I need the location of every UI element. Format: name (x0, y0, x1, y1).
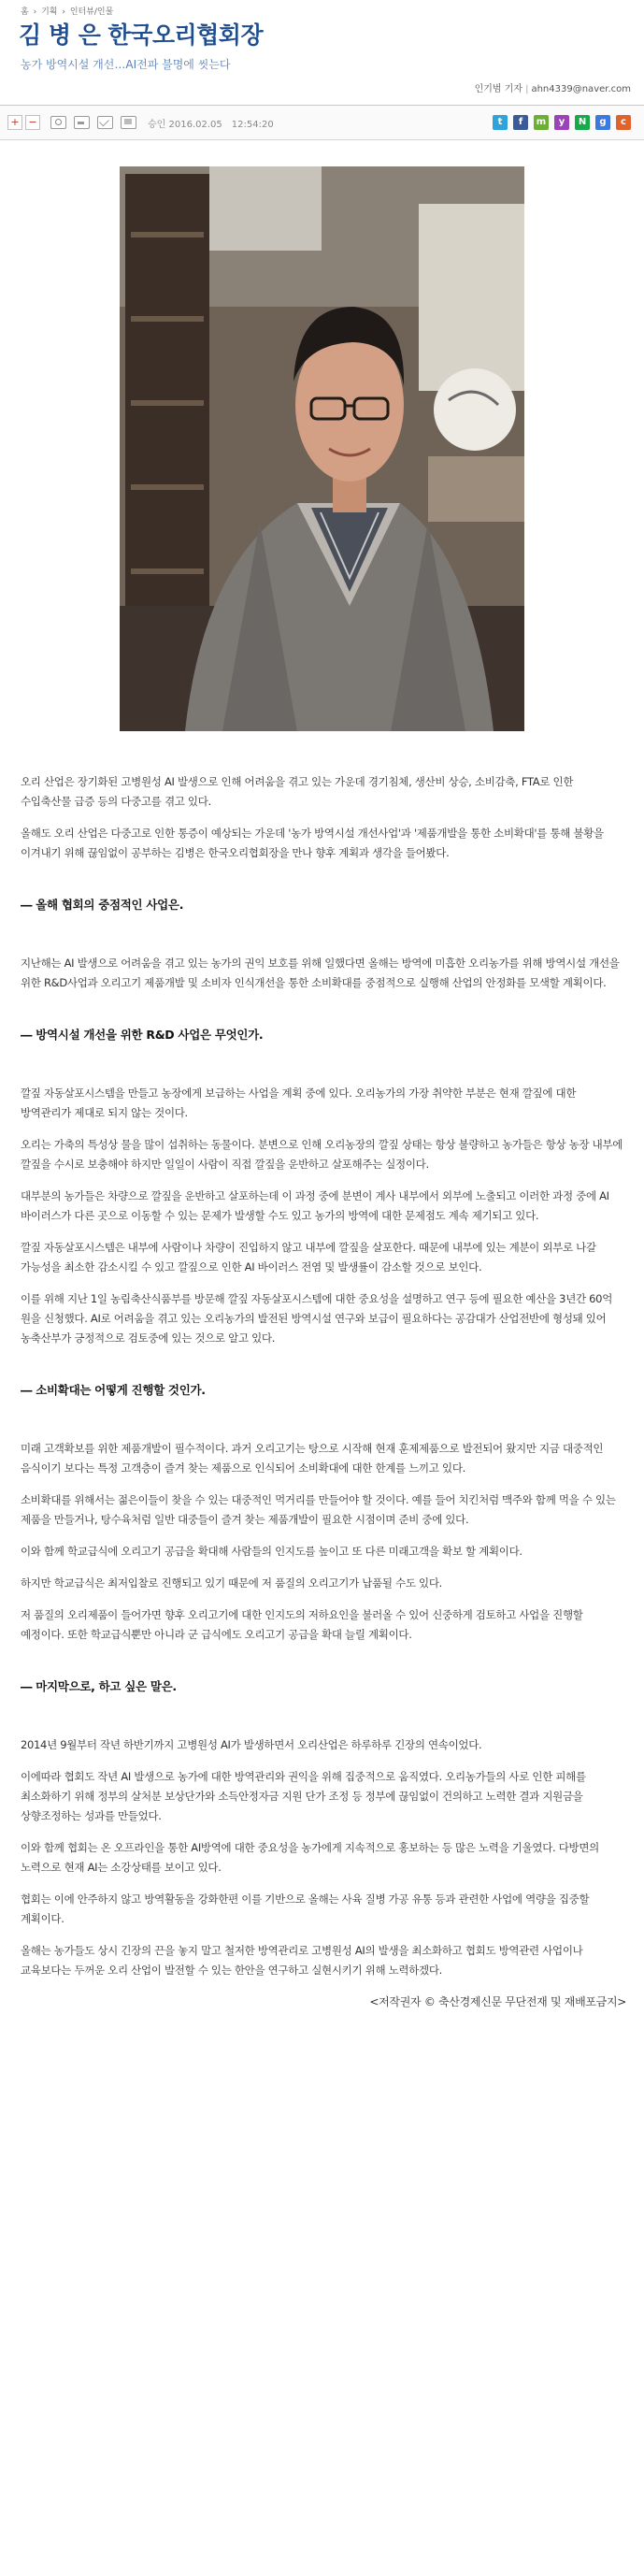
section-heading: ― 마지막으로, 하고 싶은 말은. (21, 1679, 177, 1693)
article-paragraph: 대부분의 농가들은 차량으로 깔짚을 운반하고 살포하는데 이 과정 중에 분변이 계사 내부에서 외부에 노출되고 이러한 과정 중에 AI 바이러스가 다른 곳으로 이동할 수 있는 문제가 발생할 수도 있고 농가의 방역에 대한 문제점도 계속 제기되고 있다. (21, 1189, 609, 1222)
article-paragraph: 지난해는 AI 발생으로 어려움을 겪고 있는 농가의 권익 보호를 위해 일했다면 올해는 방역에 미흡한 오리농가를 위해 방역시설 개선을 위한 R&D사업과 오리고기 제품개발 및 소비자 인식개선을 통한 소비확대를 중점적으로 실행해 산업의 안정화를 모색할 계획이다. (21, 957, 620, 989)
article-paragraph: 저 품질의 오리제품이 들어가면 향후 오리고기에 대한 인지도의 저하요인을 불러올 수 있어 신중하게 검토하고 사업을 진행할 예정이다. 또한 학교급식뿐만 아니라 군 급식에도 오리고기 공급을 확대 늘릴 계획이다. (21, 1608, 583, 1641)
approval-date-label: 승인 2016.02.05 (148, 119, 222, 130)
breadcrumb-section[interactable]: 기획 (41, 7, 58, 17)
breadcrumb (21, 5, 115, 17)
social-share (487, 115, 631, 130)
article-paragraph: 소비확대를 위해서는 젊은이들이 찾을 수 있는 대중적인 먹거리를 만들어야 할 것이다. 예를 들어 치킨처럼 맥주와 함께 먹을 수 있는 제품을 만들거나, 탕수육처럼 일반 대중들이 즐겨 찾는 제품개발이 필요한 시점이며 준비 중에 있다. (21, 1493, 616, 1526)
google-icon[interactable]: g (595, 115, 610, 130)
article-paragraph: 이에따라 협회도 작년 AI 발생으로 농가에 대한 방역관리와 권익을 위해 집중적으로 움직였다. 오리농가들의 사로 인한 피해를 최소화하기 위해 정부의 살처분 보상단가와 소득안정자금 지원 단가 조정 등 정부에 끊임없이 건의하고 노력한 결과 지원금을 상향조정하는 성과를 만들었다. (21, 1770, 586, 1822)
byline (475, 80, 631, 94)
section-heading: ― 방역시설 개선을 위한 R&D 사업은 무엇인가. (21, 1028, 264, 1042)
article-paragraph: 이와 함께 학교급식에 오리고기 공급을 확대해 사람들의 인지도를 높이고 또 다른 미래고객을 확보 할 계획이다. (21, 1545, 522, 1558)
article-paragraph: 이와 함께 협회는 온 오프라인을 통한 AI방역에 대한 중요성을 농가에게 지속적으로 홍보하는 등 많은 노력을 기울였다. 다방면의 노력으로 현재 AI는 소강상태를 보이고 있다. (21, 1841, 599, 1874)
toolbar-left (7, 115, 274, 130)
mail-icon[interactable] (97, 116, 113, 129)
article-paragraph: 깔짚 자동살포시스템은 내부에 사람이나 차량이 진입하지 않고 내부에 깔짚을 살포한다. 때문에 내부에 있는 계분이 외부로 나갈 가능성을 최소한 감소시킬 수 있고 깔짚으로 인한 AI 바이러스 전염 및 발생률이 감소할 것으로 보인다. (21, 1241, 596, 1274)
article-paragraph: 2014년 9월부터 작년 하반기까지 고병원성 AI가 발생하면서 오리산업은 하루하루 긴장의 연속이었다. (21, 1738, 482, 1751)
naver-icon[interactable]: N (575, 115, 590, 130)
copyright-notice: <저작권자 © 축산경제신문 무단전재 및 재배포금지> (369, 1995, 626, 2008)
section-heading: ― 올해 협회의 중점적인 사업은. (21, 898, 184, 912)
article-paragraph: 하지만 학교급식은 최저입찰로 진행되고 있기 때문에 저 품질의 오리고기가 납품될 수도 있다. (21, 1576, 443, 1590)
article-paragraph: 올해는 농가들도 상시 긴장의 끈을 놓지 말고 철저한 방역관리로 고병원성 AI의 발생을 최소화하고 협회도 방역관련 사업이나 교육보다는 두꺼운 오리 산업이 발전할 수 있는 한안을 연구하고 실현시키기 위해 노력하겠다. (21, 1944, 583, 1977)
camera-icon[interactable] (50, 116, 66, 129)
article-paragraph: 깔짚 자동살포시스템을 만들고 농장에게 보급하는 사업을 계획 중에 있다. 오리농가의 가장 취약한 부분은 현재 깔짚에 대한 방역관리가 제대로 되지 않는 것이다. (21, 1087, 577, 1119)
section-heading: ― 소비확대는 어떻게 진행할 것인가. (21, 1383, 206, 1397)
font-increase-button[interactable]: + (7, 115, 22, 130)
breadcrumb-home[interactable]: 홈 (21, 7, 29, 17)
article-header (0, 0, 644, 112)
print-icon[interactable] (74, 116, 90, 129)
breadcrumb-separator: › (62, 7, 65, 17)
article-paragraph: 협회는 이에 안주하지 않고 방역활동을 강화한편 이를 기반으로 올해는 사육 질병 가공 유통 등과 관련한 사업에 역량을 집중할 계획이다. (21, 1892, 590, 1925)
byline-divider: | (525, 84, 529, 94)
article-paragraph: 미래 고객확보를 위한 제품개발이 필수적이다. 과거 오리고기는 탕으로 시작해 현재 훈제제품으로 발전되어 왔지만 지금 대중적인 음식이기 보다는 특정 고객층이 즐겨 찾는 제품으로 인식되어 소비확대에 대한 한계를 느끼고 있다. (21, 1442, 604, 1475)
portrait-photo (120, 166, 524, 731)
twitter-icon[interactable]: t (493, 115, 508, 130)
reporter-email[interactable]: ahn4339@naver.com (531, 84, 631, 94)
article-paragraph: 이를 위해 지난 1일 농림축산식품부를 방문해 깔짚 자동살포시스템에 대한 중요성을 설명하고 연구 등에 필요한 예산을 3년간 60억 원을 신청했다. AI로 어려움을 겪고 있는 오리농가의 발전된 방역시설 연구와 보급이 필요하다는 공감대가 산업전반에 형성돼 있어 농축산부가 긍정적으로 검토중에 있는 것으로 알고 있다. (21, 1292, 613, 1345)
article-paragraph: 오리는 가축의 특성상 물을 많이 섭취하는 동물이다. 분변으로 인해 오리농장의 깔짚 상태는 항상 불량하고 농가들은 항상 농장 내부에 깔짚을 수시로 보충해야 하지만 일일이 사람이 직접 깔짚을 운반하고 살포해주는 실정이다. (21, 1138, 623, 1171)
font-decrease-button[interactable]: − (25, 115, 40, 130)
breadcrumb-separator: › (33, 7, 37, 17)
article-body (21, 772, 626, 2012)
yozm-icon[interactable]: y (554, 115, 569, 130)
facebook-icon[interactable]: f (513, 115, 528, 130)
article-subtitle: 농가 방역시설 개선…AI전파 불명에 씻는다 (21, 58, 231, 71)
save-icon[interactable] (121, 116, 136, 129)
approval-time: 12:54:20 (231, 119, 274, 130)
breadcrumb-category[interactable]: 인터뷰/인물 (69, 7, 114, 17)
approval-date (148, 116, 274, 130)
reporter-name: 인기범 기자 (474, 84, 523, 94)
article-paragraph: 올해도 오리 산업은 다중고로 인한 통증이 예상되는 가운데 '농가 방역시설 개선사업'과 '제품개발을 통한 소비확대'를 통해 불황을 이겨내기 위해 끊임없이 공부하는 김병은 한국오리협회장을 만나 향후 계획과 생각을 들어봤다. (21, 827, 604, 859)
article-paragraph: 오리 산업은 장기화된 고병원성 AI 발생으로 인해 어려움을 겪고 있는 가운데 경기침체, 생산비 상승, 소비감축, FTA로 인한 수입축산물 급증 등의 다중고를 겪고 있다. (21, 775, 574, 808)
article-title: 김 병 은 한국오리협회장 (19, 22, 264, 49)
clip-icon[interactable]: c (616, 115, 631, 130)
article-toolbar (0, 105, 644, 140)
me2day-icon[interactable]: m (534, 115, 549, 130)
